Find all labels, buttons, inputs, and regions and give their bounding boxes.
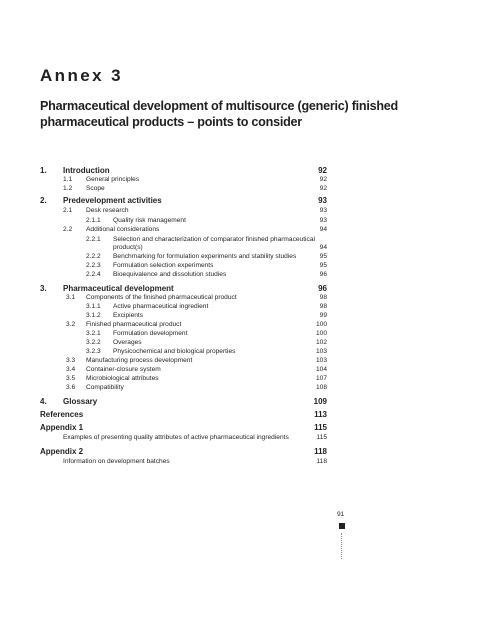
toc-entry-label: Compatibility (86, 384, 124, 391)
toc-entry-label: Selection and characterization of comparator finished pharmaceutical (113, 236, 315, 243)
toc-entry-page: 93 (319, 217, 327, 224)
toc-entry-number: 1. (40, 166, 47, 175)
toc-entry-number: 2.1 (63, 207, 73, 214)
toc-entry-page: 93 (318, 196, 327, 205)
page-marker-square (339, 523, 345, 529)
page-number: 91 (337, 511, 345, 518)
toc-entry-number: 3.5 (66, 375, 76, 382)
toc-entry-label: Formulation selection experiments (113, 262, 214, 269)
toc-entry-label: Finished pharmaceutical product (86, 321, 182, 328)
dotted-rule (341, 533, 342, 559)
toc-entry-page: 95 (319, 253, 327, 260)
toc-entry-label: Information on development batches (63, 458, 170, 465)
toc-entry-label: References (40, 410, 84, 419)
toc-entry-number: 3.2 (66, 321, 76, 328)
toc-entry-page: 115 (316, 434, 327, 441)
toc-entry-label: Bioequivalence and dissolution studies (113, 271, 227, 278)
toc-entry-label: Formulation development (113, 330, 188, 337)
toc-entry-label: Desk research (86, 207, 129, 214)
toc-entry-number: 2. (40, 196, 47, 205)
toc-entry-number: 4. (40, 397, 47, 406)
toc-entry-number: 3.1.2 (86, 312, 101, 319)
toc-entry-label: Microbiological attributes (86, 375, 159, 382)
toc-entry-page: 104 (315, 366, 327, 373)
toc-entry-page: 113 (314, 410, 327, 419)
toc-entry-page: 96 (319, 271, 327, 278)
toc-entry-number: 3.2.1 (86, 330, 101, 337)
toc-entry-page: 92 (319, 176, 327, 183)
toc-entry-label: Predevelopment activities (63, 196, 162, 205)
toc-entry-page: 103 (315, 357, 327, 364)
toc-entry-label: Additional considerations (86, 226, 160, 233)
toc-entry-page: 94 (319, 244, 327, 251)
toc-entry-page: 98 (319, 294, 327, 301)
toc-entry-number: 2.2.2 (86, 253, 101, 260)
toc-entry-number: 3.4 (66, 366, 76, 373)
toc-entry-label: product(s) (113, 244, 143, 251)
toc-entry (40, 196, 327, 206)
toc-entry-number: 3. (40, 284, 47, 293)
toc-entry-label: Scope (86, 185, 105, 192)
toc-entry-number: 2.2.4 (86, 271, 101, 278)
toc-entry-label: Quality risk management (113, 217, 186, 224)
toc-entry-page: 109 (313, 397, 327, 406)
toc-entry-number: 1.2 (63, 185, 73, 192)
toc-entry-label: Introduction (63, 166, 110, 175)
toc-entry-page: 93 (319, 207, 327, 214)
toc-entry-page: 102 (315, 339, 327, 346)
toc-entry-number: 3.2.2 (86, 339, 101, 346)
toc-entry-page: 115 (314, 423, 327, 432)
toc-entry (40, 206, 327, 216)
toc-entry-number: 2.1.1 (86, 217, 101, 224)
toc-entry-number: 3.2.3 (86, 348, 101, 355)
toc-entry (40, 397, 327, 407)
toc-entry (40, 447, 327, 457)
toc-entry-number: 3.1.1 (86, 303, 101, 310)
toc-entry-number: 3.6 (66, 384, 76, 391)
toc-entry-label: Glossary (63, 397, 98, 406)
toc-entry (40, 410, 327, 420)
toc-entry-label: Overages (113, 339, 142, 346)
toc-entry-page: 100 (315, 330, 327, 337)
toc-entry-page: 98 (319, 303, 327, 310)
toc-entry-page: 118 (316, 458, 327, 465)
toc-entry-number: 2.2.3 (86, 262, 101, 269)
toc-entry-page: 92 (318, 166, 327, 175)
toc-entry (40, 383, 327, 393)
toc-entry-label: Excipients (113, 312, 144, 319)
toc-entry-page: 92 (319, 185, 327, 192)
toc-entry-number: 2.2.1 (86, 236, 101, 243)
toc-entry-page: 108 (315, 384, 327, 391)
toc-entry (40, 457, 327, 467)
toc-entry-label: Examples of presenting quality attributes of active pharmaceutical ingredients (63, 434, 289, 441)
toc-entry-number: 1.1 (63, 176, 73, 183)
toc-entry-label: Appendix 1 (40, 423, 84, 432)
toc-entry-label: Active pharmaceutical ingredient (113, 303, 209, 310)
toc-entry-page: 107 (315, 375, 327, 382)
document-title: Pharmaceutical development of multisource (generic) finished pharmaceutical products – points to consider (40, 99, 399, 129)
annex-heading: Annex 3 (40, 66, 123, 85)
toc-entry-page: 118 (314, 447, 327, 456)
toc-entry-label: Pharmaceutical development (63, 284, 174, 293)
toc-entry-label: General principles (86, 176, 140, 183)
toc-entry-number: 2.2 (63, 226, 73, 233)
toc-entry-label: Components of the finished pharmaceutical product (86, 294, 237, 301)
toc-entry-page: 100 (315, 321, 327, 328)
toc-entry-label: Container-closure system (86, 366, 161, 373)
toc-entry-number: 3.1 (66, 294, 76, 301)
toc-entry-page: 103 (315, 348, 327, 355)
toc-entry-number: 3.3 (66, 357, 76, 364)
toc-entry-label: Appendix 2 (40, 447, 84, 456)
toc-entry-label: Physicochemical and biological properties (113, 348, 236, 355)
toc-entry-page: 95 (319, 262, 327, 269)
toc-entry-page: 94 (319, 226, 327, 233)
toc-entry (40, 423, 327, 433)
toc-entry (40, 270, 327, 280)
toc-entry-label: Manufacturing process development (86, 357, 193, 364)
toc-entry (40, 433, 327, 443)
toc-entry (40, 184, 327, 194)
toc-entry-page: 96 (318, 284, 327, 293)
toc-entry-page: 99 (319, 312, 327, 319)
toc-entry-label: Benchmarking for formulation experiments and stability studies (113, 253, 297, 260)
toc-entry (40, 225, 327, 235)
